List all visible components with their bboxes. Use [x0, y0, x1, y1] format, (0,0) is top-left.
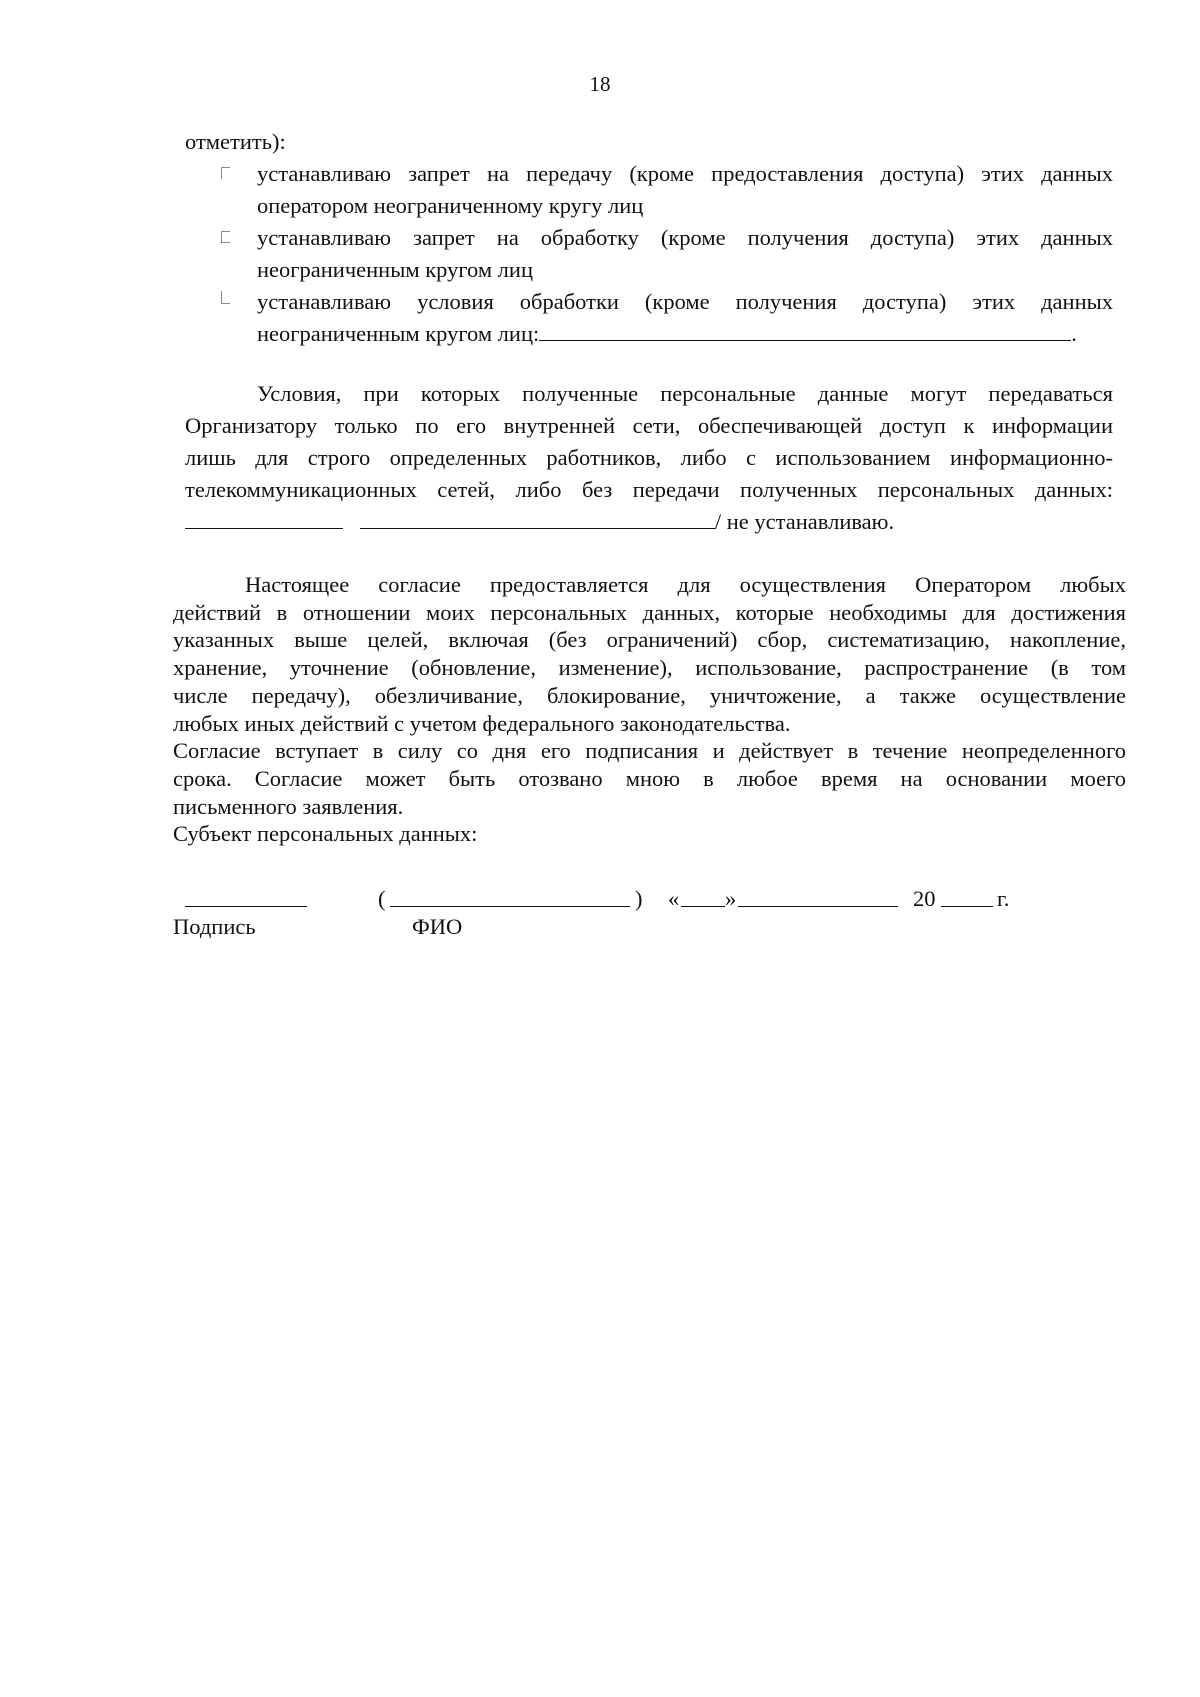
day-field[interactable]	[681, 884, 725, 907]
year-suffix: г.	[997, 886, 1010, 911]
signature-row	[173, 884, 1126, 914]
paragraph-line: указанных выше целей, включая (без ограничений) сбор, систематизацию, накопление,	[173, 627, 1126, 653]
checkbox-icon[interactable]	[221, 167, 230, 179]
full-name-field[interactable]	[390, 884, 630, 907]
year-prefix: 20	[913, 886, 936, 911]
validity-line: Согласие вступает в силу со дня его подписания и действует в течение неопределенного	[173, 738, 1126, 764]
paragraph-line: любых иных действий с учетом федерального законодательства.	[173, 710, 791, 736]
signature-field[interactable]	[185, 884, 307, 907]
option-item	[185, 286, 1113, 350]
paragraph-line: Настоящее согласие предоставляется для осуществления Оператором любых	[245, 572, 1126, 597]
validity-line: срока. Согласие может быть отозвано мною в любое время на основании моего	[173, 765, 1126, 791]
conditions-blanks-line	[185, 506, 1113, 538]
option-text-line: устанавливаю условия обработки (кроме получения доступа) этих данных	[257, 289, 1113, 314]
option-line-end: .	[1071, 321, 1077, 346]
option-item	[185, 158, 1113, 222]
year-field[interactable]	[941, 884, 993, 907]
month-field[interactable]	[738, 884, 898, 907]
intro-text: отметить):	[185, 129, 286, 154]
consent-paragraph	[173, 571, 1126, 848]
conditions-paragraph	[185, 378, 1113, 538]
paragraph-line: телекоммуникационных сетей, либо без передачи полученных персональных данных:	[185, 477, 1113, 502]
paragraph-line: Организатору только по его внутренней сети, обеспечивающей доступ к информации	[185, 413, 1113, 438]
options-list	[185, 158, 1113, 350]
conditions-blank-field[interactable]	[539, 318, 1071, 341]
conditions-blank-short[interactable]	[185, 506, 343, 529]
paragraph-line: действий в отношении моих персональных данных, которые необходимы для достижения	[173, 599, 1126, 625]
validity-line: письменного заявления.	[173, 793, 404, 819]
paragraph-line: числе передачу), обезличивание, блокирование, уничтожение, а также осуществление	[173, 682, 1126, 708]
close-quote: »	[725, 886, 737, 911]
option-text-line: устанавливаю запрет на передачу (кроме предоставления доступа) этих данных	[257, 161, 1113, 186]
signature-caption: Подпись	[173, 914, 256, 939]
checkbox-icon[interactable]	[221, 291, 230, 304]
paragraph-line: лишь для строго определенных работников, либо с использованием информационно-	[185, 445, 1113, 470]
paragraph-line: Условия, при которых полученные персональные данные могут передаваться	[257, 381, 1113, 406]
name-caption: ФИО	[412, 914, 463, 939]
open-paren: (	[378, 886, 386, 911]
option-text-line-with-blank	[257, 318, 1113, 350]
checkbox-icon[interactable]	[221, 231, 230, 243]
option-item	[185, 222, 1113, 286]
open-quote: «	[668, 886, 680, 911]
option-text-line: оператором неограниченному кругу лиц	[257, 193, 644, 218]
paragraph-line: хранение, уточнение (обновление, изменение), использование, распространение (в том	[173, 655, 1126, 681]
close-paren: )	[635, 886, 643, 911]
option-text: неограниченным кругом лиц:	[257, 321, 540, 346]
page-number: 18	[589, 72, 611, 96]
subject-label: Субъект персональных данных:	[173, 821, 478, 847]
option-text-line: устанавливаю запрет на обработку (кроме получения доступа) этих данных	[257, 225, 1113, 250]
option-text-line: неограниченным кругом лиц	[257, 257, 533, 282]
conditions-blank-long[interactable]	[360, 506, 715, 529]
not-established-text: / не устанавливаю.	[714, 509, 895, 534]
